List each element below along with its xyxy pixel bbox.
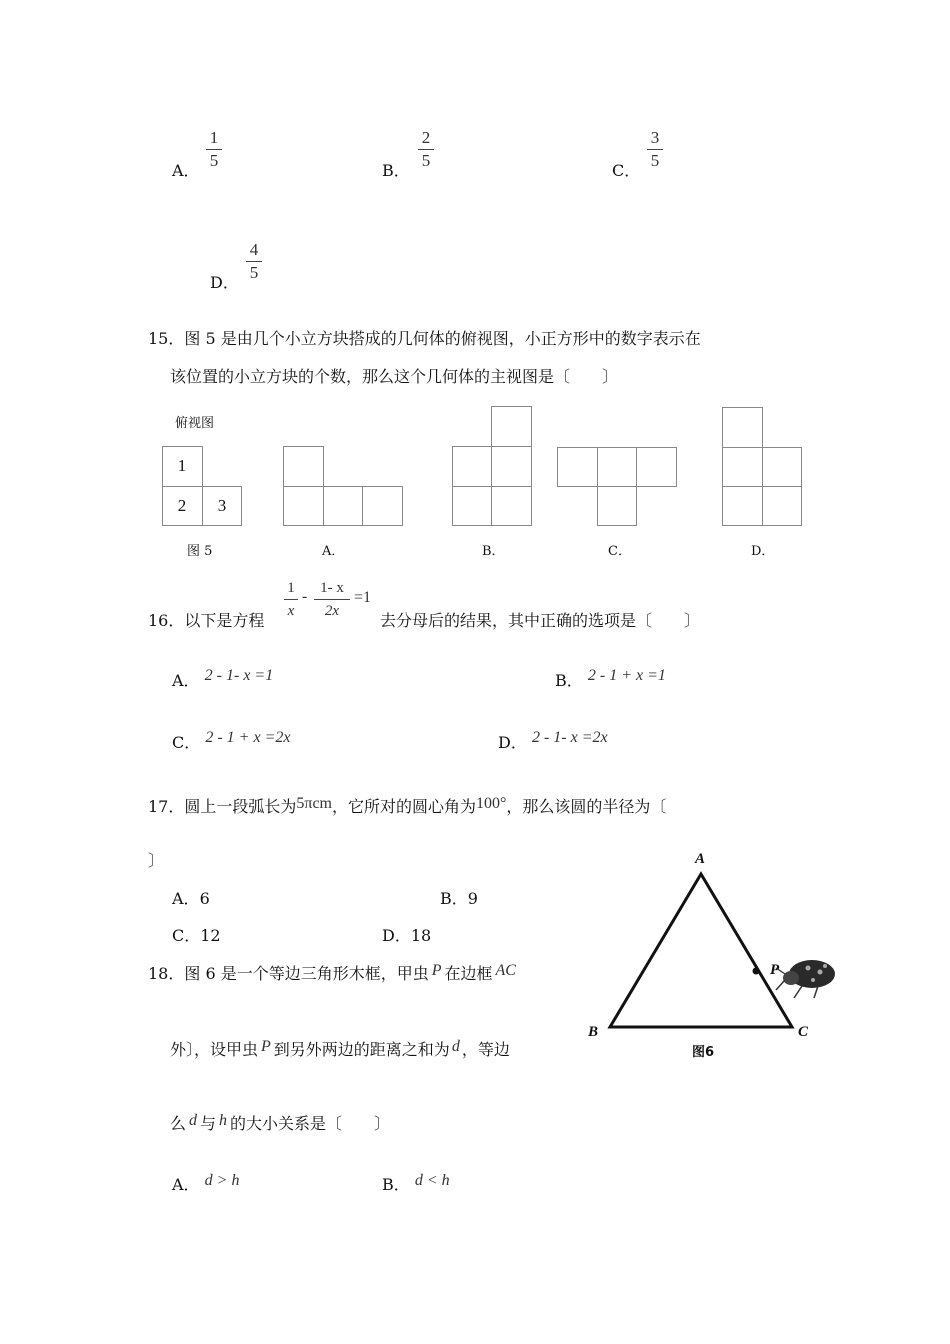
q18-option-a: A． d > h (172, 1172, 240, 1194)
q14-option-c: C． (612, 161, 641, 180)
q15-option-d-label: D． (751, 544, 775, 559)
vertex-b-label: B (588, 1024, 599, 1040)
q16-option-b: B． 2 - 1 + x =1 (555, 667, 666, 690)
q17-option-d: D．18 (382, 926, 432, 945)
q14-option-a-fraction: 1 5 (206, 128, 222, 171)
q15-option-c-label: C． (608, 544, 631, 559)
q18-line-3: 么 d 与 h 的大小关系是〔 〕 (170, 1112, 391, 1133)
point-p-label: P (770, 962, 780, 978)
q14-option-d-fraction: 4 5 (246, 240, 262, 283)
q15-option-a-label: A． (322, 544, 345, 559)
top-view-count-2: 2 (177, 496, 187, 515)
q14-option-d: D． (210, 273, 239, 292)
point-p-dot (753, 968, 760, 975)
q17-question: 17．圆上一段弧长为5πcm，它所对的圆心角为100°，那么该圆的半径为〔 (148, 795, 667, 816)
figure-6 (580, 840, 850, 1070)
q17-option-b: B．9 (440, 889, 478, 908)
q14-option-b-fraction: 2 5 (418, 128, 434, 171)
q15-option-b-label: B． (482, 544, 505, 559)
q18-line-2: 外〕，设甲虫 P 到另外两边的距离之和为 d ，等边 (170, 1038, 510, 1059)
q16-option-a: A． 2 - 1- x =1 (172, 667, 274, 690)
q16-prefix: 16．以下是方程 (148, 611, 265, 630)
q17-option-c: C．12 (172, 926, 221, 945)
q16-suffix: 去分母后的结果，其中正确的选项是〔 〕 (380, 611, 701, 630)
top-view-count-3: 3 (217, 496, 227, 515)
q16-option-c: C． 2 - 1 + x =2x (172, 729, 291, 752)
q14-option-c-fraction: 3 5 (647, 128, 663, 171)
q17-closing-bracket: 〕 (148, 851, 165, 870)
q18-option-b: B． d < h (382, 1172, 450, 1194)
q16-option-d: D． 2 - 1- x =2x (498, 729, 608, 752)
q17-option-a: A．6 (172, 889, 210, 908)
q15-line-2: 该位置的小立方块的个数，那么这个几何体的主视图是〔 〕 (170, 367, 619, 386)
figure-6-caption: 图6 (692, 1045, 715, 1060)
top-view-title: 俯视图 (175, 416, 215, 431)
q15-line-1: 15．图 5 是由几个小立方块搭成的几何体的俯视图，小正方形中的数字表示在 (148, 329, 701, 348)
q18-line-1: 18．图 6 是一个等边三角形木框，甲虫 P 在边框 AC (148, 962, 516, 983)
vertex-c-label: C (798, 1024, 809, 1040)
top-view-count-1: 1 (177, 456, 187, 475)
vertex-a-label: A (695, 851, 706, 867)
figure-5-label: 图 5 (187, 544, 213, 559)
q14-option-a: A． (172, 161, 200, 180)
q14-option-b: B． (382, 161, 410, 180)
